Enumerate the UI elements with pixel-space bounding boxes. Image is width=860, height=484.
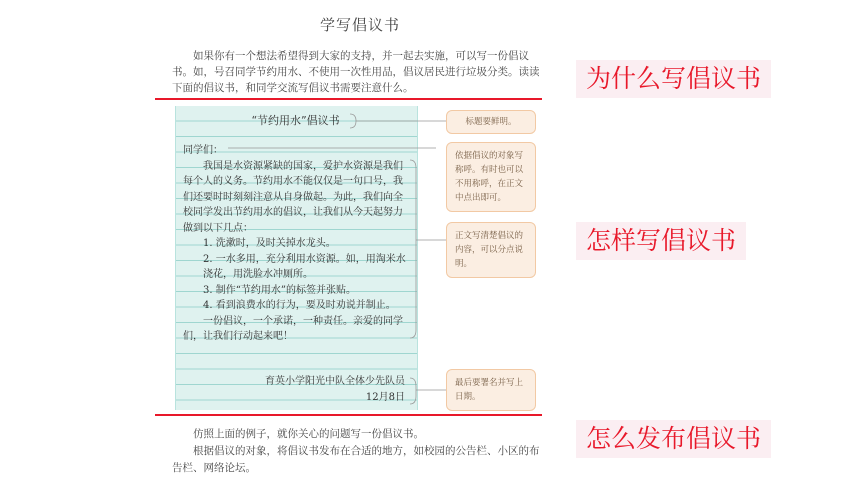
- signer-name: 育英小学阳光中队全体少先队员: [265, 376, 405, 387]
- letter-item: 3. 制作“节约用水”的标签并张贴。: [203, 284, 356, 296]
- outro-paragraph: 仿照上面的例子，就你关心的问题写一份倡议书。: [193, 428, 424, 440]
- letter-title: “节约用水”倡议书: [251, 114, 340, 127]
- letter-greeting: 同学们：: [183, 145, 223, 156]
- note-body: 正文写清楚倡议的内容，可以分点说明。: [446, 222, 536, 278]
- letter-item: 2. 一水多用，充分利用水资源。如，用淘米水浇花，用洗脸水冲厕所。: [203, 253, 406, 280]
- outro: [172, 426, 544, 477]
- letter-closing: 一份倡议，一个承诺，一种责任。亲爱的同学们，让我们行动起来吧！: [183, 315, 403, 342]
- label-publish: 怎么发布倡议书: [576, 420, 771, 458]
- outro-paragraph: 根据倡议的对象，将倡议书发布在合适的地方，如校园的公告栏、小区的布告栏、网络论坛。: [172, 445, 540, 474]
- label-why: 为什么写倡议书: [576, 60, 771, 98]
- label-how: 怎样写倡议书: [576, 222, 746, 260]
- note-greeting: 依据倡议的对象写称呼。有时也可以不用称呼，在正文中点出即可。: [446, 142, 536, 212]
- note-sign: 最后要署名并写上日期。: [446, 369, 536, 411]
- letter-paragraph: 我国是水资源紧缺的国家，爱护水资源是我们每个人的义务。节约用水不能仅仅是一句口号，我们还要时时刻刻注意从自身做起。为此，我们向全校同学发出节约用水的倡议，让我们从今天起努力做到以下几点：: [183, 160, 403, 234]
- letter-item: 1. 洗漱时，及时关掉水龙头。: [203, 238, 336, 249]
- page-title: 学写倡议书: [319, 16, 400, 34]
- sign-brace: [410, 378, 416, 404]
- title-brace: [350, 114, 356, 128]
- letter-item: 4. 看到浪费水的行为，要及时劝说并制止。: [203, 300, 396, 311]
- body-brace: [410, 160, 416, 338]
- sign-date: 12月8日: [365, 392, 405, 403]
- note-title: 标题要鲜明。: [446, 110, 536, 134]
- intro-paragraph: 如果你有一个想法希望得到大家的支持，并一起去实施，可以写一份倡议书。如，号召同学节约用水、不使用一次性用品，倡议居民进行垃圾分类。读读下面的倡议书，和同学交流写倡议书需要注意什么。: [172, 50, 540, 94]
